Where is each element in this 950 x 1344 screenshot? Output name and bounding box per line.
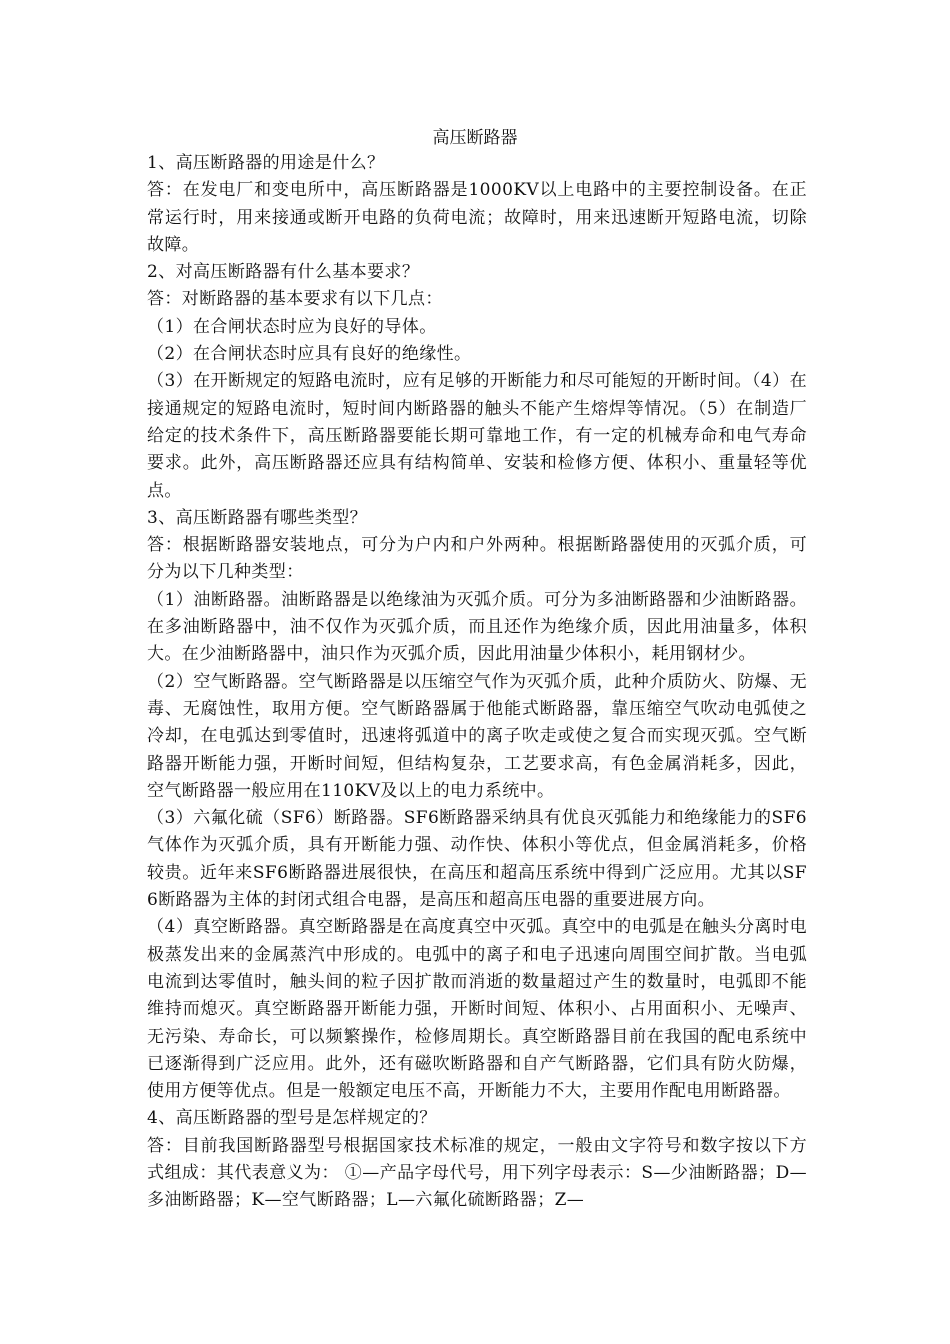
answer-3-intro: 答：根据断路器安装地点，可分为户内和户外两种。根据断路器使用的灭弧介质，可分为以下几种类型： (147, 535, 807, 583)
answer-3-sf6-breaker: （3）六氟化硫（SF6）断路器。SF6断路器采纳具有优良灭弧能力和绝缘能力的SF6气体作为灭弧介质，具有开断能力强、动作快、体积小等优点，但金属消耗多，价格较贵。近年来SF6断路器进展很快，在高压和超高压系统中得到广泛应用。尤其以SF6断路器为主体的封闭式组合电器，是高压和超高压电器的重要进展方向。 (147, 808, 807, 911)
question-4: 4、高压断路器的型号是怎样规定的？ (147, 1108, 437, 1129)
question-3: 3、高压断路器有哪些类型？ (147, 507, 368, 528)
document-title: 高压断路器 (432, 128, 518, 148)
answer-4: 答：目前我国断路器型号根据国家技术标准的规定，一般由文字符号和数字按以下方式组成：其代表意义为： ①—产品字母代号，用下列字母表示：S—少油断路器；D—多油断路器；K—空气断路器；L—六氟化硫断路器；Z— (147, 1135, 807, 1211)
question-1: 1、高压断路器的用途是什么？ (147, 153, 385, 173)
answer-2-item-1: （1）在合闸状态时应为良好的导体。 (147, 316, 437, 337)
answer-2-item-2: （2）在合闸状态时应具有良好的绝缘性。 (147, 344, 472, 365)
answer-2-item-3: （3）在开断规定的短路电流时，应有足够的开断能力和尽可能短的开断时间。（4）在接通规定的短路电流时，短时间内断路器的触头不能产生熔焊等情况。（5）在制造厂给定的技术条件下，高压断路器要能长期可靠地工作，有一定的机械寿命和电气寿命要求。此外，高压断路器还应具有结构简单、安装和检修方便、体积小、重量轻等优点。 (147, 371, 807, 501)
document-body (147, 150, 807, 1215)
answer-3-vacuum-breaker: （4）真空断路器。真空断路器是在高度真空中灭弧。真空中的电弧是在触头分离时电极蒸发出来的金属蒸汽中形成的。电弧中的离子和电子迅速向周围空间扩散。当电弧电流到达零值时，触头间的粒子因扩散而消逝的数量超过产生的数量时，电弧即不能维持而熄灭。真空断路器开断能力强，开断时间短、体积小、占用面积小、无噪声、无污染、寿命长，可以频繁操作，检修周期长。真空断路器目前在我国的配电系统中已逐渐得到广泛应用。此外，还有磁吹断路器和自产气断路器，它们具有防火防爆，使用方便等优点。但是一般额定电压不高，开断能力不大，主要用作配电用断路器。 (147, 917, 807, 1102)
answer-3-oil-breaker: （1）油断路器。油断路器是以绝缘油为灭弧介质。可分为多油断路器和少油断路器。在多油断路器中，油不仅作为灭弧介质，而且还作为绝缘介质，因此用油量多，体积大。在少油断路器中，油只作为灭弧介质，因此用油量少体积小，耗用钢材少。 (147, 589, 807, 665)
answer-2-intro: 答：对断路器的基本要求有以下几点： (147, 289, 443, 310)
answer-1: 答：在发电厂和变电所中，高压断路器是1000KV以上电路中的主要控制设备。在正常运行时，用来接通或断开电路的负荷电流；故障时，用来迅速断开短路电流，切除故障。 (147, 180, 807, 255)
answer-3-air-breaker: （2）空气断路器。空气断路器是以压缩空气作为灭弧介质，此种介质防火、防爆、无毒、无腐蚀性，取用方便。空气断路器属于他能式断路器，靠压缩空气吹动电弧使之冷却，在电弧达到零值时，迅速将弧道中的离子吹走或使之复合而实现灭弧。空气断路器开断能力强，开断时间短，但结构复杂，工艺要求高，有色金属消耗多，因此，空气断路器一般应用在110KV及以上的电力系统中。 (147, 671, 807, 801)
question-2: 2、对高压断路器有什么基本要求？ (147, 262, 420, 283)
